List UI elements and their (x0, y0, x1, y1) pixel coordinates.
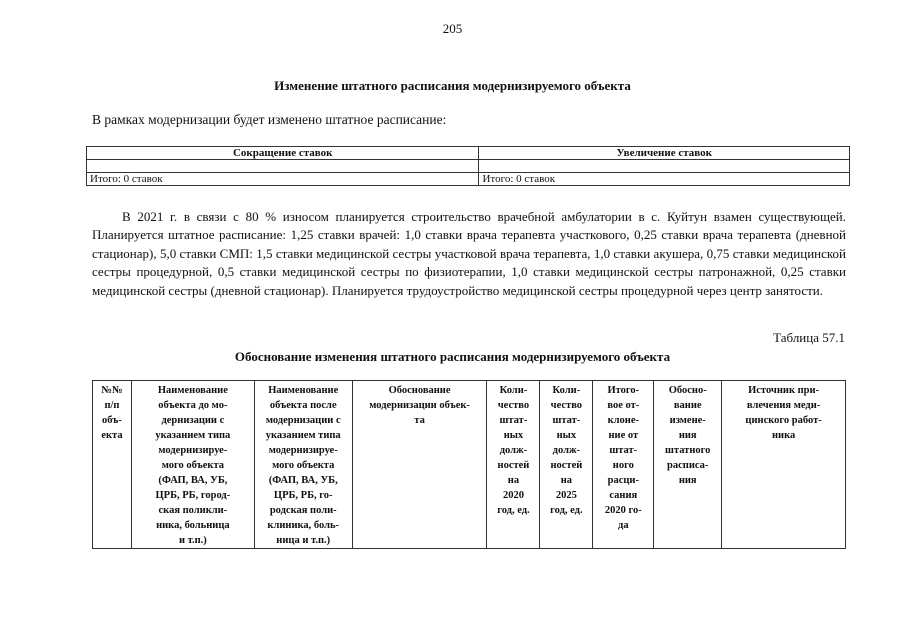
table-header-row (93, 381, 846, 549)
page-number: 205 (442, 21, 463, 36)
header-name-after: Наименование объекта после модернизации с указанием типа модернизируе- мого объекта (ФАП, ВА, УБ, ЦРБ, РБ, го- родская поли- клиника, боль- ница и т.п.) (254, 381, 352, 549)
justification-table (92, 380, 846, 549)
body-paragraph: В 2021 г. в связи с 80 % износом планируется строительство врачебной амбулатории в с. Куйтун взамен существующей. Планируется штатное расписание: 1,25 ставки врачей: 1,0 ставки врача терапевта участкового, 0,25 ставки врача терапевта (дневной стационар), 5,0 ставки СМП: 1,5 ставки медицинской сестры участковой врача терапевта, 1,0 ставки акушера, 0,75 ставки медицинской сестры процедурной, 0,5 ставки медицинской сестры по физиотерапии, 1,0 ставки медицинской сестры патронажной, 0,25 ставки медицинской сестры (дневной стационар). Планируется трудоустройство медицинской сестры процедурной через центр занятости. (92, 209, 846, 298)
staff-table-total-row (87, 173, 850, 186)
header-source: Источник при- влечения меди- цинского работ- ника (722, 381, 846, 549)
total-increase: Итого: 0 ставок (479, 173, 850, 186)
table-title: Обоснование изменения штатного расписания модернизируемого объекта (234, 349, 671, 364)
table-cell (87, 160, 479, 173)
section-title: Изменение штатного расписания модернизируемого объекта (274, 78, 631, 93)
column-header-increase: Увеличение ставок (479, 147, 850, 160)
header-name-before: Наименование объекта до мо- дернизации с указанием типа модернизируе- мого объекта (ФАП, ВА, УБ, ЦРБ, РБ, город- ская поликли- ника, больница и т.п.) (131, 381, 254, 549)
header-justification: Обоснование модернизации объек- та (352, 381, 487, 549)
header-object-number: №№ п/п объ- екта (93, 381, 132, 549)
staff-change-table (86, 146, 850, 186)
staff-table-empty-row (87, 160, 850, 173)
table-number: Таблица 57.1 (773, 330, 845, 345)
column-header-reduction: Сокращение ставок (87, 147, 479, 160)
staff-table-header-row (87, 147, 850, 160)
header-count-2020: Коли- чество штат- ных долж- ностей на 2020 год, ед. (487, 381, 540, 549)
header-deviation: Итого- вое от- клоне- ние от штат- ного расци- сания 2020 го- да (593, 381, 654, 549)
intro-text: В рамках модернизации будет изменено штатное расписание: (92, 112, 447, 127)
header-count-2025: Коли- чество штат- ных долж- ностей на 2025 год, ед. (540, 381, 593, 549)
header-change-justification: Обосно- вание измене- ния штатного расписа- ния (654, 381, 722, 549)
table-cell (479, 160, 850, 173)
total-reduction: Итого: 0 ставок (87, 173, 479, 186)
